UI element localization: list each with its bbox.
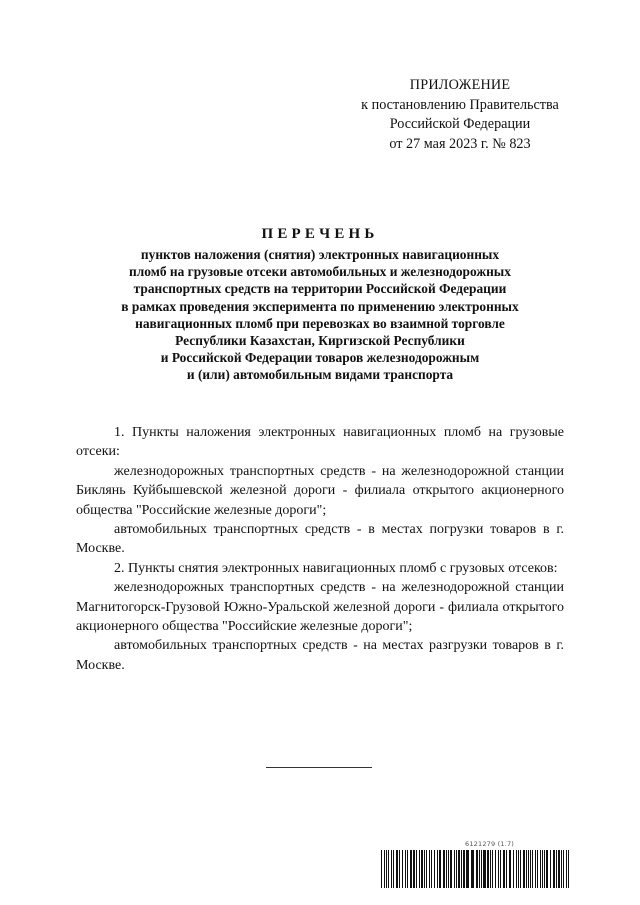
- appendix-title: ПРИЛОЖЕНИЕ: [409, 77, 511, 93]
- document-barcode-block: [381, 840, 569, 890]
- subtitle-line: навигационных пломб при перевозках во взаимной торговле: [135, 315, 505, 331]
- appendix-date-number-line: от 27 мая 2023 г. № 823: [389, 135, 531, 152]
- appendix-header: [350, 76, 570, 154]
- body-paragraph-3: автомобильных транспортных средств - в местах погрузки товаров в г. Москве.: [76, 522, 564, 557]
- document-subtitle: [80, 246, 560, 384]
- appendix-government-line: Российской Федерации: [389, 116, 531, 133]
- subtitle-line: и Российской Федерации товаров железнодорожным: [160, 350, 480, 366]
- body-paragraph-2: железнодорожных транспортных средств - на железнодорожной станции Биклянь Куйбышевской железной дороги - филиала открытого акционерного общества "Российские железные дороги";: [76, 463, 564, 518]
- barcode-icon: [381, 850, 569, 888]
- body-paragraph-6: автомобильных транспортных средств - на местах разгрузки товаров в г. Москве.: [76, 638, 564, 673]
- subtitle-line: пломб на грузовые отсеки автомобильных и железнодорожных: [129, 264, 511, 280]
- document-body: [76, 423, 564, 675]
- subtitle-line: транспортных средств на территории Российской Федерации: [133, 281, 507, 297]
- subtitle-line: пунктов наложения (снятия) электронных навигационных: [140, 247, 500, 262]
- appendix-resolution-line: к постановлению Правительства: [361, 96, 559, 113]
- body-paragraph-4: 2. Пункты снятия электронных навигационных пломб с грузовых отсеков:: [114, 560, 558, 576]
- subtitle-line: Республики Казахстан, Киргизской Республики: [175, 333, 465, 349]
- end-divider-line: [266, 767, 372, 768]
- barcode-number: 6121279 (1.7): [465, 840, 515, 848]
- body-paragraph-5: железнодорожных транспортных средств - на железнодорожной станции Магнитогорск-Грузовой Южно-Уральской железной дороги - филиала открытого акционерного общества "Российские железные дороги";: [76, 580, 564, 635]
- subtitle-line: и (или) автомобильным видами транспорта: [186, 367, 454, 383]
- body-paragraph-1: 1. Пункты наложения электронных навигационных пломб на грузовые отсеки:: [76, 425, 564, 460]
- subtitle-line: в рамках проведения эксперимента по применению электронных: [121, 298, 519, 314]
- document-heading: ПЕРЕЧЕНЬ: [261, 226, 379, 242]
